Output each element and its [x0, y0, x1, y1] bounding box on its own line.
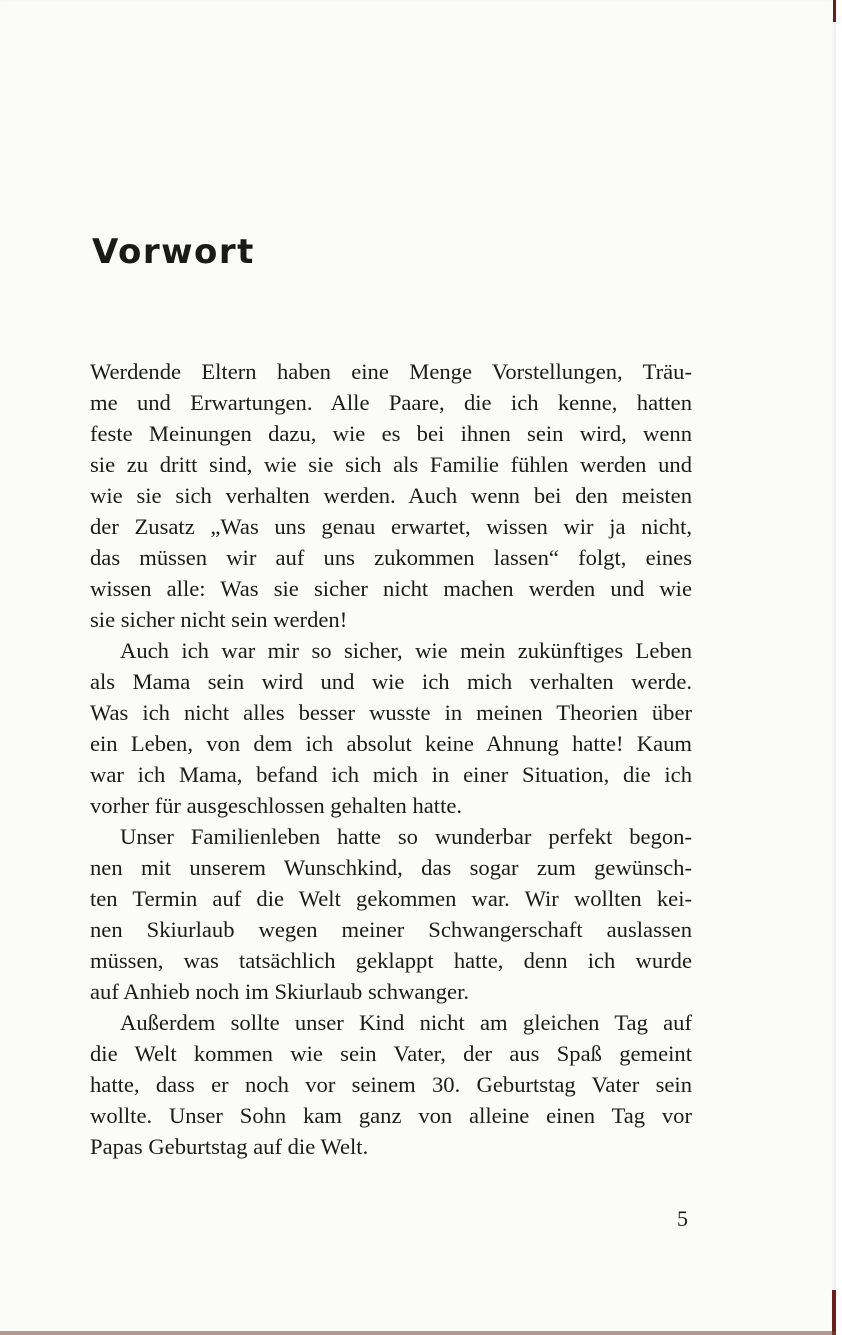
text-line: wissen alle: Was sie sicher nicht machen werden und wie — [90, 576, 692, 601]
text-line: feste Meinungen dazu, wie es bei ihnen sein wird, wenn — [90, 421, 692, 446]
text-line: vorher für ausgeschlossen gehalten hatte. — [90, 793, 463, 818]
text-line: müssen, was tatsächlich geklappt hatte, denn ich wurde — [90, 948, 692, 973]
text-line: nen mit unserem Wunschkind, das sogar zum gewünsch- — [90, 855, 692, 880]
page-number: 5 — [677, 1206, 688, 1231]
paragraph — [90, 821, 692, 1007]
text-line: Papas Geburtstag auf die Welt. — [90, 1134, 369, 1159]
text-line: als Mama sein wird und wie ich mich verhalten werde. — [90, 669, 692, 694]
chapter-title: Vorwort — [92, 232, 255, 272]
body-text — [90, 356, 692, 1162]
text-line: wie sie sich verhalten werden. Auch wenn bei den meisten — [90, 483, 692, 508]
text-line: war ich Mama, befand ich mich in einer Situation, die ich — [90, 762, 692, 787]
text-line: die Welt kommen wie sein Vater, der aus Spaß gemeint — [90, 1041, 692, 1066]
paragraph — [90, 1007, 692, 1162]
text-line: Werdende Eltern haben eine Menge Vorstellungen, Träu- — [90, 359, 692, 384]
paragraph-container — [90, 356, 692, 1162]
text-line: der Zusatz „Was uns genau erwartet, wissen wir ja nicht, — [90, 514, 692, 539]
text-line: ein Leben, von dem ich absolut keine Ahnung hatte! Kaum — [90, 731, 692, 756]
text-line: Was ich nicht alles besser wusste in meinen Theorien über — [90, 700, 692, 725]
text-line: Außerdem sollte unser Kind nicht am gleichen Tag auf — [120, 1010, 692, 1035]
text-line: das müssen wir auf uns zukommen lassen“ folgt, eines — [90, 545, 692, 570]
paragraph — [90, 356, 692, 635]
page-edge-mark-bottom — [832, 1290, 836, 1335]
text-line: nen Skiurlaub wegen meiner Schwangerschaft auslassen — [90, 917, 692, 942]
page-edge-mark-top — [833, 0, 836, 22]
text-line: Auch ich war mir so sicher, wie mein zukünftiges Leben — [120, 638, 692, 663]
text-line: Unser Familienleben hatte so wunderbar perfekt begon- — [120, 824, 692, 849]
text-line: hatte, dass er noch vor seinem 30. Geburtstag Vater sein — [90, 1072, 692, 1097]
paragraph — [90, 635, 692, 821]
text-line: auf Anhieb noch im Skiurlaub schwanger. — [90, 979, 469, 1004]
text-line: me und Erwartungen. Alle Paare, die ich kenne, hatten — [90, 390, 692, 415]
text-line: sie sicher nicht sein werden! — [90, 607, 348, 632]
text-line: wollte. Unser Sohn kam ganz von alleine einen Tag vor — [90, 1103, 692, 1128]
text-line: ten Termin auf die Welt gekommen war. Wir wollten kei- — [90, 886, 692, 911]
text-line: sie zu dritt sind, wie sie sich als Familie fühlen werden und — [90, 452, 692, 477]
page-bottom-edge — [0, 1331, 836, 1335]
